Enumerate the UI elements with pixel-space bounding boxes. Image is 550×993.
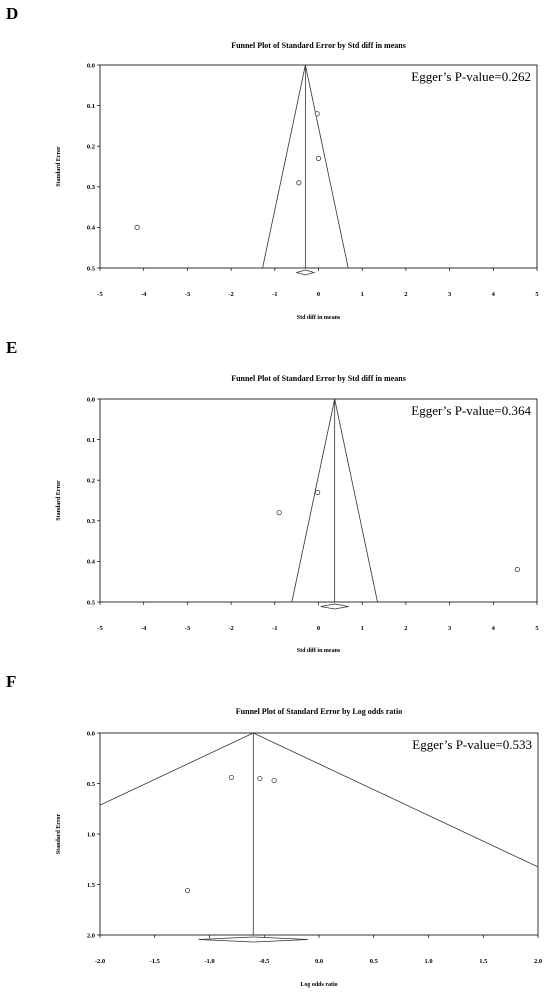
- y-tick-label: 0.3: [86, 518, 95, 526]
- x-tick-label: 4: [491, 625, 495, 632]
- chart-title: Funnel Plot of Standard Error by Std diff in means: [231, 374, 406, 383]
- y-axis-label: Standard Error: [56, 813, 62, 855]
- egger-p-value: Egger’s P-value=0.533: [412, 737, 532, 752]
- study-point: [515, 567, 519, 571]
- funnel-left-line: [263, 65, 306, 268]
- x-tick-label: 0.0: [314, 958, 324, 965]
- y-tick-label: 1.5: [86, 881, 95, 889]
- study-point: [315, 112, 319, 116]
- y-tick-label: 0.5: [86, 780, 95, 788]
- y-tick-label: 0.5: [86, 265, 95, 273]
- funnel-plot-panel-e: [0, 334, 550, 666]
- plot-frame: [100, 733, 538, 935]
- x-tick-label: 4: [491, 291, 495, 298]
- study-point: [277, 510, 281, 514]
- x-tick-label: -3: [184, 625, 191, 632]
- y-tick-label: 0.2: [86, 477, 95, 485]
- funnel-plot-chart: [0, 334, 550, 666]
- egger-p-value: Egger’s P-value=0.262: [411, 69, 531, 84]
- x-tick-label: 0: [316, 625, 321, 632]
- y-tick-label: 0.2: [86, 143, 95, 151]
- x-axis-label: Log odds ratio: [300, 982, 338, 988]
- x-tick-label: -5: [97, 625, 103, 632]
- x-tick-label: 5: [535, 625, 539, 632]
- x-tick-label: -4: [140, 291, 147, 298]
- panel-letter: F: [6, 672, 17, 691]
- x-tick-label: 1: [360, 625, 364, 632]
- y-tick-label: 2.0: [86, 932, 95, 940]
- x-tick-label: -1: [272, 291, 278, 298]
- panel-letter: D: [6, 4, 19, 23]
- funnel-left-line: [0, 733, 253, 935]
- x-tick-label: -1.0: [204, 958, 215, 965]
- funnel-left-line: [292, 399, 335, 602]
- y-tick-label: 0.0: [86, 62, 95, 70]
- x-tick-label: 3: [447, 625, 452, 632]
- x-axis-label: Std diff in means: [296, 315, 341, 321]
- study-point: [229, 775, 233, 779]
- x-tick-label: 0.5: [369, 958, 378, 965]
- study-point: [135, 225, 139, 229]
- x-tick-label: -1: [272, 625, 278, 632]
- funnel-right-line: [305, 65, 348, 268]
- y-axis-label: Standard Error: [56, 480, 62, 521]
- y-tick-label: 0.0: [86, 396, 95, 404]
- egger-p-value: Egger’s P-value=0.364: [411, 403, 531, 418]
- y-tick-label: 0.1: [86, 436, 95, 444]
- y-tick-label: 0.4: [86, 224, 95, 232]
- plot-frame: [100, 399, 537, 602]
- x-tick-label: -3: [184, 291, 191, 298]
- x-tick-label: -4: [140, 625, 147, 632]
- x-tick-label: 1.5: [479, 958, 488, 965]
- study-point: [315, 490, 319, 494]
- x-tick-label: -2.0: [94, 958, 106, 965]
- x-tick-label: 3: [447, 291, 452, 298]
- y-tick-label: 0.0: [86, 730, 95, 738]
- x-tick-label: -5: [97, 291, 103, 298]
- plot-frame: [100, 65, 537, 268]
- funnel-plot-panel-d: [0, 0, 550, 332]
- study-point: [185, 888, 189, 892]
- x-tick-label: -2: [228, 291, 234, 298]
- funnel-right-line: [253, 733, 550, 935]
- x-tick-label: 0: [316, 291, 321, 298]
- x-axis-label: Std diff in means: [296, 648, 341, 654]
- summary-diamond: [199, 937, 308, 942]
- summary-diamond: [321, 604, 349, 609]
- chart-title: Funnel Plot of Standard Error by Log odds ratio: [235, 707, 403, 716]
- funnel-right-line: [335, 399, 378, 602]
- y-tick-label: 0.5: [86, 599, 95, 607]
- x-tick-label: 2.0: [533, 958, 543, 965]
- y-tick-label: 0.3: [86, 184, 95, 192]
- x-tick-label: -0.5: [259, 958, 270, 965]
- x-tick-label: -1.5: [149, 958, 160, 965]
- y-tick-label: 0.1: [86, 102, 95, 110]
- study-point: [272, 778, 276, 782]
- x-tick-label: 1.0: [424, 958, 433, 965]
- study-point: [297, 181, 301, 185]
- y-tick-label: 0.4: [86, 558, 95, 566]
- x-tick-label: 2: [404, 291, 408, 298]
- y-axis-label: Standard Error: [56, 146, 62, 187]
- funnel-plot-panel-f: [0, 668, 550, 993]
- chart-title: Funnel Plot of Standard Error by Std diff in means: [231, 41, 406, 50]
- x-tick-label: 1: [360, 291, 364, 298]
- x-tick-label: 5: [535, 291, 539, 298]
- y-tick-label: 1.0: [86, 831, 95, 839]
- study-point: [258, 776, 262, 780]
- summary-diamond: [297, 270, 314, 275]
- study-point: [316, 156, 320, 160]
- funnel-plot-chart: [0, 668, 550, 993]
- x-tick-label: -2: [228, 625, 234, 632]
- panel-letter: E: [6, 338, 18, 357]
- funnel-plot-chart: [0, 0, 550, 332]
- x-tick-label: 2: [404, 625, 408, 632]
